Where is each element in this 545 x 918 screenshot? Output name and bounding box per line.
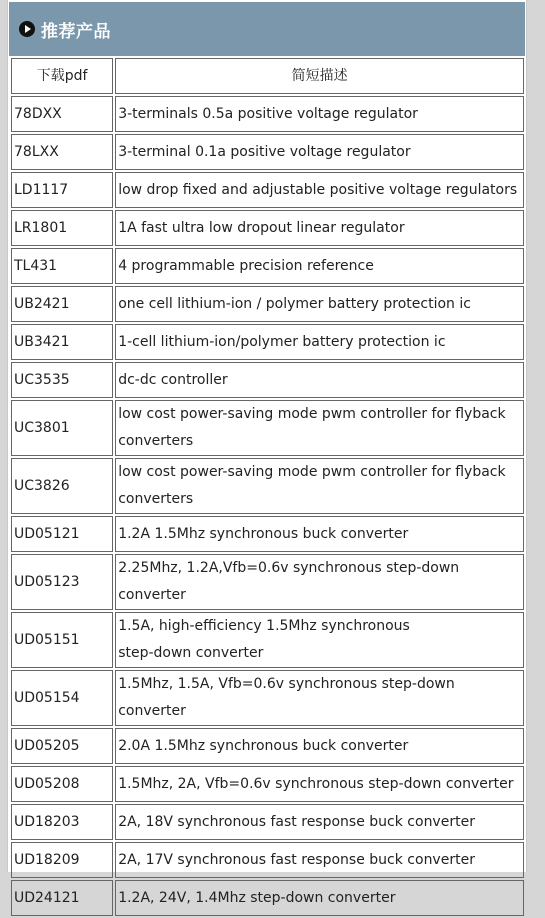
table-row bbox=[11, 458, 524, 514]
product-model-link[interactable]: UD05151 bbox=[11, 612, 113, 668]
product-description: 2A, 17V synchronous fast response buck converter bbox=[115, 842, 524, 878]
product-model-link[interactable]: TL431 bbox=[11, 248, 113, 284]
product-model-link[interactable]: UD18209 bbox=[11, 842, 113, 878]
table-header-row bbox=[11, 58, 524, 94]
product-description: low cost power-saving mode pwm controller for flyback converters bbox=[115, 400, 524, 456]
product-model-link[interactable]: UC3535 bbox=[11, 362, 113, 398]
product-description: 3-terminal 0.1a positive voltage regulator bbox=[115, 134, 524, 170]
product-description: 2A, 18V synchronous fast response buck converter bbox=[115, 804, 524, 840]
table-row bbox=[11, 362, 524, 398]
products-table bbox=[9, 56, 526, 918]
table-row bbox=[11, 248, 524, 284]
product-description: 2.25Mhz, 1.2A,Vfb=0.6v synchronous step-down converter bbox=[115, 554, 524, 610]
table-row bbox=[11, 400, 524, 456]
table-row bbox=[11, 670, 524, 726]
product-description: one cell lithium-ion / polymer battery protection ic bbox=[115, 286, 524, 322]
column-header-description: 简短描述 bbox=[115, 58, 524, 94]
table-row bbox=[11, 324, 524, 360]
product-model-link[interactable]: UD05154 bbox=[11, 670, 113, 726]
product-model-link[interactable]: UB2421 bbox=[11, 286, 113, 322]
product-description: 1A fast ultra low dropout linear regulator bbox=[115, 210, 524, 246]
table-row bbox=[11, 766, 524, 802]
product-model-link[interactable]: UD18203 bbox=[11, 804, 113, 840]
product-model-link[interactable]: LR1801 bbox=[11, 210, 113, 246]
product-model-link[interactable]: UD24121 bbox=[11, 880, 113, 916]
product-description: low drop fixed and adjustable positive voltage regulators bbox=[115, 172, 524, 208]
table-row bbox=[11, 554, 524, 610]
product-description: 1.5Mhz, 2A, Vfb=0.6v synchronous step-down converter bbox=[115, 766, 524, 802]
product-model-link[interactable]: UB3421 bbox=[11, 324, 113, 360]
table-row bbox=[11, 210, 524, 246]
table-row bbox=[11, 842, 524, 878]
table-row bbox=[11, 516, 524, 552]
table-row bbox=[11, 134, 524, 170]
section-header bbox=[9, 2, 525, 56]
product-model-link[interactable]: UD05205 bbox=[11, 728, 113, 764]
recommended-products-panel bbox=[7, 0, 527, 906]
product-description: 1.5A, high-efficiency 1.5Mhz synchronous step-down converter bbox=[115, 612, 524, 668]
product-description: 1.2A 1.5Mhz synchronous buck converter bbox=[115, 516, 524, 552]
table-row bbox=[11, 728, 524, 764]
product-model-link[interactable]: 78LXX bbox=[11, 134, 113, 170]
product-model-link[interactable]: UC3801 bbox=[11, 400, 113, 456]
product-description: 3-terminals 0.5a positive voltage regulator bbox=[115, 96, 524, 132]
table-row bbox=[11, 612, 524, 668]
table-row bbox=[11, 804, 524, 840]
section-title: 推荐产品 bbox=[41, 21, 111, 42]
play-circle-icon bbox=[19, 21, 35, 37]
product-description: low cost power-saving mode pwm controller for flyback converters bbox=[115, 458, 524, 514]
product-model-link[interactable]: LD1117 bbox=[11, 172, 113, 208]
product-description: dc-dc controller bbox=[115, 362, 524, 398]
product-description: 4 programmable precision reference bbox=[115, 248, 524, 284]
product-description: 1.5Mhz, 1.5A, Vfb=0.6v synchronous step-down converter bbox=[115, 670, 524, 726]
table-row bbox=[11, 286, 524, 322]
product-model-link[interactable]: UD05123 bbox=[11, 554, 113, 610]
product-model-link[interactable]: UD05121 bbox=[11, 516, 113, 552]
product-model-link[interactable]: UC3826 bbox=[11, 458, 113, 514]
table-row bbox=[11, 96, 524, 132]
product-description: 1-cell lithium-ion/polymer battery protection ic bbox=[115, 324, 524, 360]
product-description: 2.0A 1.5Mhz synchronous buck converter bbox=[115, 728, 524, 764]
table-row bbox=[11, 880, 524, 916]
table-row bbox=[11, 172, 524, 208]
column-header-download: 下载pdf bbox=[11, 58, 113, 94]
product-model-link[interactable]: 78DXX bbox=[11, 96, 113, 132]
product-model-link[interactable]: UD05208 bbox=[11, 766, 113, 802]
product-description: 1.2A, 24V, 1.4Mhz step-down converter bbox=[115, 880, 524, 916]
